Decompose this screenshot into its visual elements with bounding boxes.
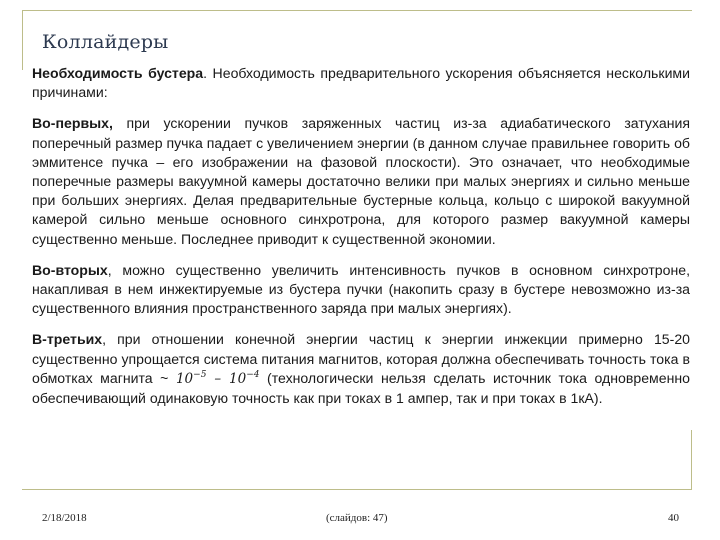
paragraph-text: , можно существенно увеличить интенсивность пучков в основном синхротроне, накапливая в нем инжектируемые из бустера пучки (накопить сразу в бустере невозможно из-за существенного влияния пространственного заряда при малых энергиях). bbox=[32, 261, 690, 317]
formula-separator: – bbox=[206, 370, 230, 387]
paragraph-booster-need bbox=[32, 64, 690, 102]
paragraph-text: (технологически нельзя сделать источник тока одновременно обеспечивающий одинаковую точность как при токах в 1 ампер, так и при токах в 1кА). bbox=[32, 369, 690, 407]
frame-right-line bbox=[691, 430, 692, 490]
footer-slide-count: (слайдов: 47) bbox=[326, 512, 388, 524]
current-accuracy-formula bbox=[176, 371, 260, 387]
paragraph-text: . Необходимость предварительного ускорения объясняется несколькими причинами: bbox=[32, 65, 690, 101]
formula-exponent: −5 bbox=[193, 369, 207, 380]
footer-page-number: 40 bbox=[668, 512, 679, 524]
slide-title: Коллайдеры bbox=[42, 31, 169, 53]
formula-base: 10 bbox=[175, 370, 194, 387]
slide-body bbox=[32, 64, 690, 420]
formula-base: 10 bbox=[229, 370, 247, 387]
formula-exponent: −4 bbox=[246, 369, 260, 380]
paragraph-lead: Во-вторых bbox=[32, 261, 108, 278]
paragraph-lead: Во-первых, bbox=[32, 115, 113, 132]
frame-bottom-line bbox=[22, 489, 692, 490]
paragraph-lead: Необходимость бустера bbox=[32, 65, 204, 81]
frame-left-line bbox=[22, 10, 23, 70]
paragraph-text: при ускорении пучков заряженных частиц из-за адиабатического затухания поперечный размер пучка падает с увеличением энергии (в данном случае правильнее говорить об эммитенсе пучка – его изображении на фазовой плоскости). Это означает, что необходимые поперечные размеры вакуумной камеры достаточно велики при малых энергиях и сильно меньше при больших энергиях. Делая предварительные бустерные кольца, кольцо с широкой вакуумной камерой сильно меньше основного синхротрона, для которого размер вакуумной камеры существенно меньше. Последнее приводит к существенной экономии. bbox=[32, 115, 690, 247]
paragraph-first-reason bbox=[32, 114, 690, 248]
frame-top-line bbox=[22, 10, 692, 11]
footer-date: 2/18/2018 bbox=[42, 512, 87, 524]
paragraph-text: , при отношении конечной энергии частиц к энергии инжекции примерно 15-20 существенно упрощается система питания магнитов, которая должна обеспечивать точность тока в обмотках магнита ~ bbox=[32, 331, 690, 386]
paragraph-lead: В-третьих bbox=[32, 331, 103, 348]
paragraph-third-reason bbox=[32, 330, 690, 408]
paragraph-second-reason bbox=[32, 261, 690, 319]
